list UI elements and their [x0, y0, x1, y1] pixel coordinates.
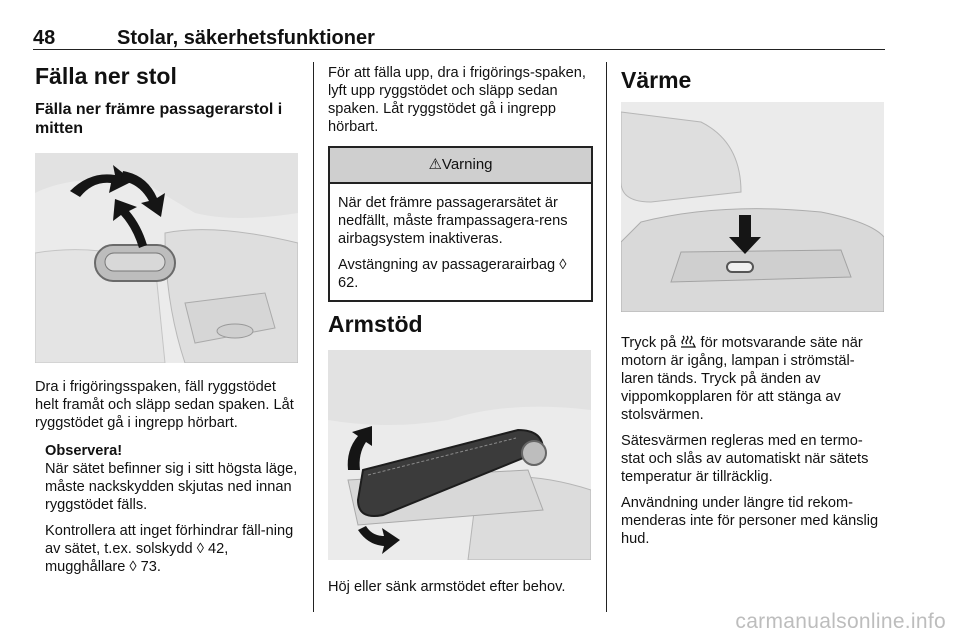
section-title-heating: Värme: [621, 67, 692, 93]
thermostat-info: Sätesvärmen regleras med en termo-stat och slås av automatiskt när sätets temperatur är tillräcklig.: [621, 433, 869, 485]
warning-title: Varning: [441, 156, 493, 173]
seat-heating-icon: [680, 335, 696, 349]
column-fold-seat: [35, 62, 300, 576]
fold-seat-instructions: Dra i frigöringsspaken, fäll ryggstödet helt framåt och släpp sedan spaken. Låt ryggstödet gå i ingrepp hörbart.: [35, 379, 294, 431]
section-title-fold-seat: Fälla ner stol: [35, 63, 177, 89]
heating-instructions: Tryck på för motsvarande säte när motorn är igång, lampan i strömstäl-laren tänds. Tryck på änden av vippomkopplaren för att stänga av stolsvärmen.: [621, 335, 863, 423]
subsection-title-fold-center-seat: Fälla ner främre passagerarstol i mitten: [35, 101, 283, 137]
section-title-armrest: Armstöd: [328, 311, 423, 337]
reference-arrow-icon: ◊: [559, 257, 567, 273]
seat-heating-illustration: [621, 102, 884, 312]
note-text: När sätet befinner sig i sitt högsta läge, måste nackskydden skjutas ned innan ryggstödet fälls.: [45, 461, 298, 513]
reference-arrow-icon: ◊: [129, 559, 137, 575]
reference-arrow-icon: ◊: [196, 541, 204, 557]
armrest-illustration: [328, 350, 591, 560]
page-number: 48: [33, 27, 56, 49]
note-text-2: Kontrollera att inget förhindrar fäll-ning av sätet, t.ex. solskydd ◊ 42, mugghållare ◊ 73.: [45, 523, 294, 575]
warning-box: [328, 146, 593, 302]
page-reference-link-73[interactable]: 73: [140, 559, 157, 575]
warning-header: [330, 148, 591, 184]
chapter-title: Stolar, säkerhetsfunktioner: [117, 27, 375, 49]
note-title: Observera!: [45, 443, 123, 459]
note-block: [35, 442, 300, 576]
watermark: carmanualsonline.info: [735, 610, 946, 633]
armrest-caption: Höj eller sänk armstödet efter behov.: [328, 579, 566, 595]
column-divider-2: [606, 62, 607, 612]
warning-text-2: Avstängning av passagerarairbag ◊ 62.: [338, 257, 567, 291]
column-divider-1: [313, 62, 314, 612]
warning-text: När det främre passagerarsätet är nedfällt, måste frampassagera-rens airbagsystem inaktiveras.: [338, 195, 568, 247]
fold-up-instructions: För att fälla upp, dra i frigörings-spaken, lyft upp ryggstödet och släpp sedan spaken. Låt ryggstödet gå i ingrepp hörbart.: [328, 65, 586, 135]
page-reference-link-62[interactable]: 62: [338, 275, 355, 291]
column-heating: [621, 62, 886, 548]
warning-triangle-icon: ⚠: [428, 156, 442, 173]
usage-warning: Användning under längre tid rekom-menderas inte för personer med känslig hud.: [621, 495, 879, 547]
warning-body: [330, 184, 591, 300]
fold-seat-illustration: [35, 153, 298, 363]
page-reference-link-42[interactable]: 42: [207, 541, 225, 557]
column-armrest: [328, 62, 593, 596]
page-header: [33, 25, 885, 50]
